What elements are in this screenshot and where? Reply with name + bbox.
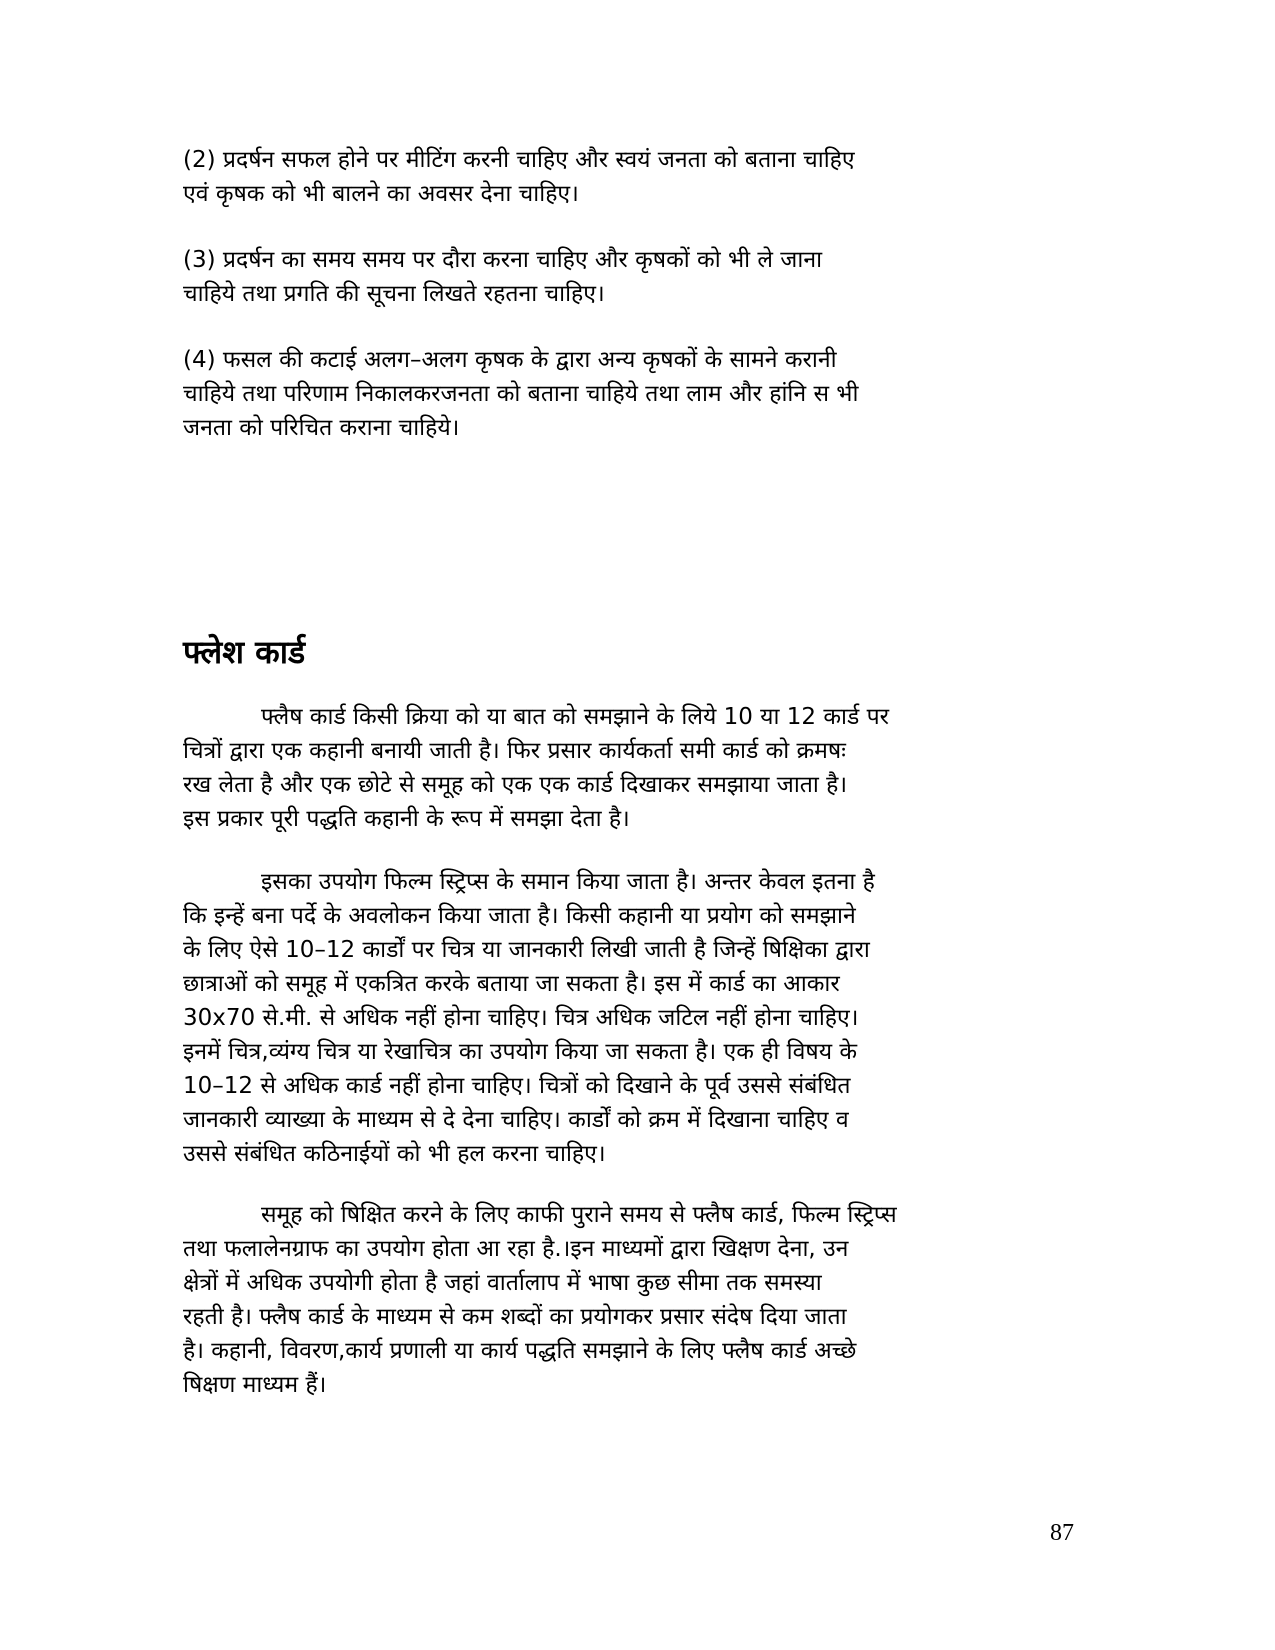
text-line: उससे संबंधित कठिनाईयों को भी हल करना चाहिए।	[183, 1141, 606, 1167]
paragraph-1	[183, 700, 1086, 836]
text-line: के लिए ऐसे 10–12 कार्डों पर चित्र या जानकारी लिखी जाती है जिन्हें षिक्षिका द्वारा	[183, 937, 870, 963]
text-line: (4) फसल की कटाई अलग–अलग कृषक के द्वारा अन्य कृषकों के सामने करानी	[183, 347, 837, 373]
paragraph-3	[183, 1198, 1086, 1402]
text-line: क्षेत्रों में अधिक उपयोगी होता है जहां वार्तालाप में भाषा कुछ सीमा तक समस्या	[183, 1270, 822, 1296]
section-heading: फ्लेश कार्ड	[183, 633, 306, 671]
text-line: चाहिये तथा परिणाम निकालकरजनता को बताना चाहिये तथा लाम और हांनि स भी	[183, 381, 859, 407]
text-line: चाहिये तथा प्रगति की सूचना लिखते रहतना चाहिए।	[183, 281, 605, 307]
text-line: समूह को षिक्षित करने के लिए काफी पुराने समय से फ्लैष कार्ड, फिल्म स्ट्रिप्स	[261, 1202, 897, 1228]
text-line: रहती है। फ्लैष कार्ड के माध्यम से कम शब्दों का प्रयोगकर प्रसार संदेष दिया जाता	[183, 1304, 847, 1330]
text-line: जनता को परिचित कराना चाहिये।	[183, 415, 460, 441]
text-line: इस प्रकार पूरी पद्धति कहानी के रूप में समझा देता है।	[183, 806, 630, 832]
text-line: तथा फलालेनग्राफ का उपयोग होता आ रहा है.।इन माध्यमों द्वारा खिक्षण देना, उन	[183, 1236, 849, 1262]
paragraph-2	[183, 865, 1086, 1171]
point-3	[183, 243, 1086, 311]
text-line: इनमें चित्र,व्यंग्य चित्र या रेखाचित्र का उपयोग किया जा सकता है। एक ही विषय के	[183, 1039, 858, 1065]
text-line: रख लेता है और एक छोटे से समूह को एक एक कार्ड दिखाकर समझाया जाता है।	[183, 772, 848, 798]
text-line: जानकारी व्याख्या के माध्यम से दे देना चाहिए। कार्डों को क्रम में दिखाना चाहिए व	[183, 1107, 849, 1133]
text-line: (3) प्रदर्षन का समय समय पर दौरा करना चाहिए और कृषकों को भी ले जाना	[183, 247, 823, 273]
text-line: 10–12 से अधिक कार्ड नहीं होना चाहिए। चित्रों को दिखाने के पूर्व उससे संबंधित	[183, 1073, 851, 1099]
text-line: फ्लैष कार्ड किसी क्रिया को या बात को समझाने के लिये 10 या 12 कार्ड पर	[261, 704, 890, 730]
text-line: (2) प्रदर्षन सफल होने पर मीटिंग करनी चाहिए और स्वयं जनता को बताना चाहिए	[183, 147, 855, 173]
text-line: षिक्षण माध्यम हैं।	[183, 1372, 327, 1398]
text-line: छात्राओं को समूह में एकत्रित करके बताया जा सकता है। इस में कार्ड का आकार	[183, 971, 840, 997]
point-4	[183, 343, 1086, 445]
point-2	[183, 143, 1086, 211]
text-line: एवं कृषक को भी बालने का अवसर देना चाहिए।	[183, 181, 579, 207]
text-line: कि इन्हें बना पर्दे के अवलोकन किया जाता है। किसी कहानी या प्रयोग को समझाने	[183, 903, 856, 929]
text-line: चित्रों द्वारा एक कहानी बनायी जाती है। फिर प्रसार कार्यकर्ता समी कार्ड को क्रमषः	[183, 738, 846, 764]
text-line: इसका उपयोग फिल्म स्ट्रिप्स के समान किया जाता है। अन्तर केवल इतना है	[261, 869, 875, 895]
text-line: है। कहानी, विवरण,कार्य प्रणाली या कार्य पद्धति समझाने के लिए फ्लैष कार्ड अच्छे	[183, 1338, 857, 1364]
text-line: 30x70 से.मी. से अधिक नहीं होना चाहिए। चित्र अधिक जटिल नहीं होना चाहिए।	[183, 1005, 859, 1031]
page-number: 87	[1050, 1520, 1074, 1546]
